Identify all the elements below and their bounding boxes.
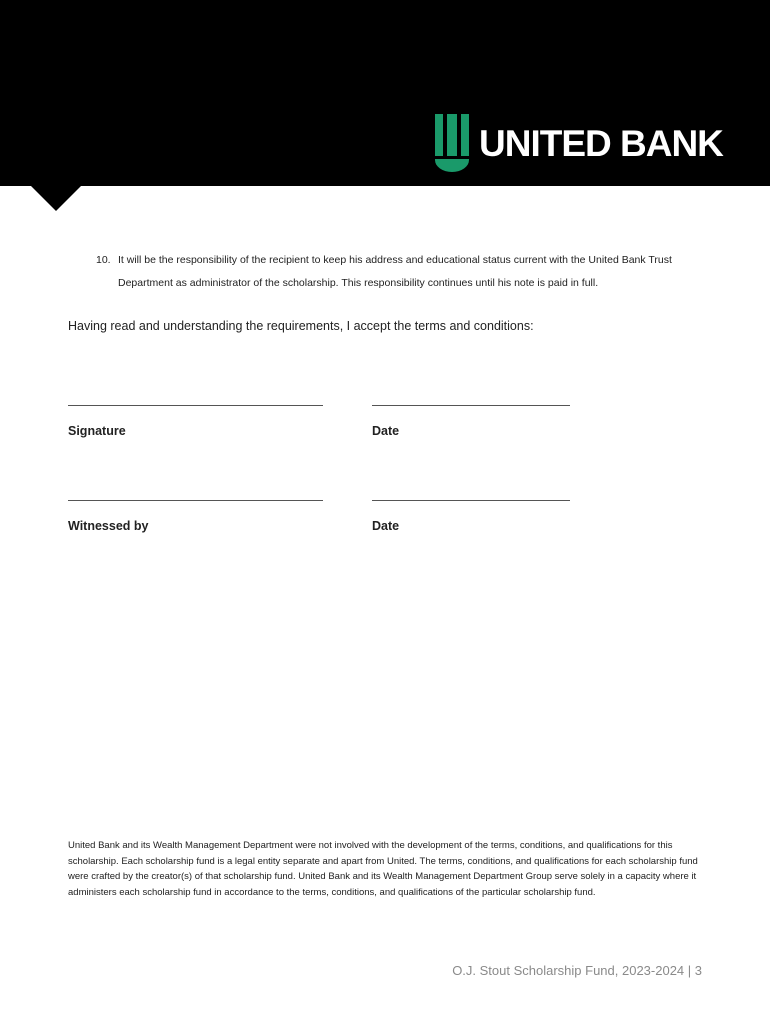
- signature-line[interactable]: [68, 405, 323, 406]
- witness-date-line[interactable]: [372, 500, 570, 501]
- united-bank-logo: [435, 114, 723, 172]
- signature-label: Signature: [68, 424, 126, 438]
- witness-date-label: Date: [372, 519, 400, 533]
- witness-label: Witnessed by: [68, 519, 149, 533]
- united-bank-logo-icon: [435, 114, 469, 172]
- brand-name: UNITED BANK: [479, 122, 723, 164]
- witness-signature-line[interactable]: [68, 500, 323, 501]
- header-notch: [30, 185, 82, 211]
- page-footer: O.J. Stout Scholarship Fund, 2023-2024 | 3: [452, 963, 702, 978]
- signature-date-label: Date: [372, 424, 400, 438]
- disclaimer-text: United Bank and its Wealth Management Department were not involved with the development of the terms, conditions, and qualifications for this scholarship. Each scholarship fund is a legal entity separate and apart from United. The terms, conditions, and qualifications for each scholarship fund were crafted by the creator(s) of that scholarship fund. United Bank and its Wealth Management Department Group serve solely in a capacity where it administers each scholarship fund in accordance to the terms, conditions, and qualifications of the particular scholarship fund.: [68, 840, 698, 898]
- acceptance-statement: Having read and understanding the requirements, I accept the terms and conditions:: [68, 319, 534, 333]
- signature-date-line[interactable]: [372, 405, 570, 406]
- terms-item-number: 10.: [96, 254, 111, 266]
- terms-item-text: It will be the responsibility of the recipient to keep his address and educational status current with the United Bank Trust Department as administrator of the scholarship. This responsibility continues until his note is paid in full.: [118, 254, 672, 289]
- terms-item: [96, 249, 706, 295]
